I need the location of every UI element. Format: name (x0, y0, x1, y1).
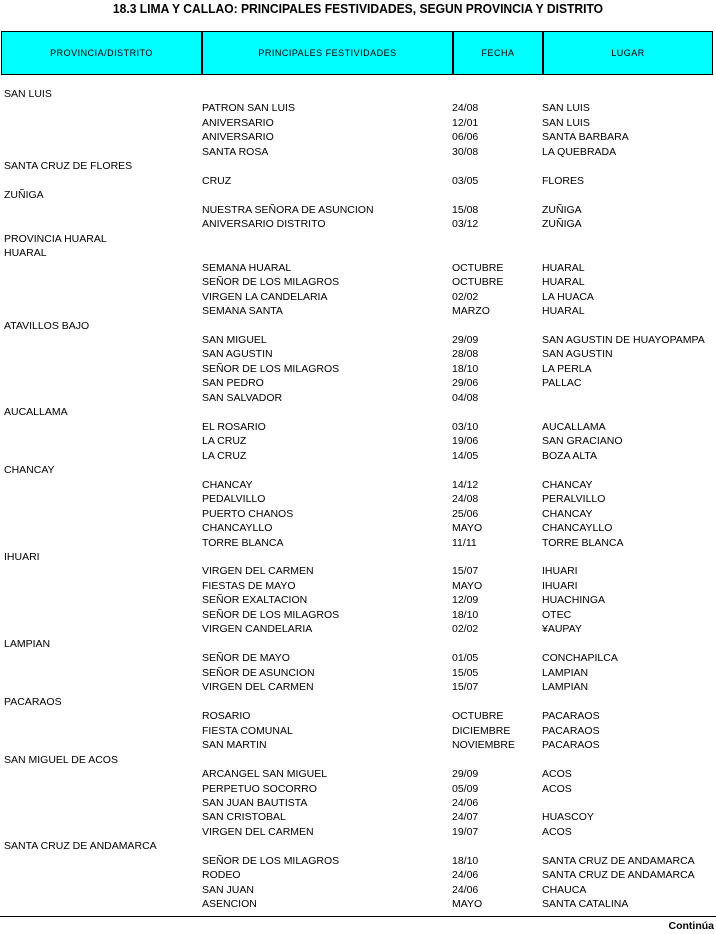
festivity-name: SEMANA SANTA (202, 305, 283, 318)
header-provincia-distrito: PROVINCIA/DISTRITO (50, 48, 153, 58)
festivity-name: PEDALVILLO (202, 493, 266, 506)
district-row (0, 87, 716, 101)
festivity-name: SAN SALVADOR (202, 391, 283, 404)
festivity-name: VIRGEN CANDELARIA (202, 623, 313, 636)
festivity-date: 18/10 (452, 854, 479, 867)
festivity-row (0, 362, 716, 376)
festivity-row (0, 666, 716, 680)
festivity-name: PUERTO CHANOS (202, 507, 294, 520)
festivity-name: PATRON SAN LUIS (202, 102, 295, 115)
festivity-row (0, 651, 716, 665)
festivity-row (0, 116, 716, 130)
festivity-place: ¥AUPAY (542, 623, 582, 636)
festivity-row (0, 101, 716, 115)
festivity-date: 18/10 (452, 608, 479, 621)
festivity-name: SAN JUAN BAUTISTA (202, 796, 308, 809)
festivity-place: ZUÑIGA (542, 203, 582, 216)
district-name: ATAVILLOS BAJO (4, 319, 90, 332)
district-name: SAN MIGUEL DE ACOS (4, 753, 118, 766)
festivity-date: 15/08 (452, 203, 479, 216)
festivity-name: ANIVERSARIO DISTRITO (202, 218, 326, 231)
festivity-date: MAYO (452, 898, 483, 911)
festivity-place: HUARAL (542, 305, 585, 318)
festivity-row (0, 564, 716, 578)
festivity-date: OCTUBRE (452, 710, 504, 723)
festivity-date: MAYO (452, 522, 483, 535)
festivity-place: IHUARI (542, 579, 578, 592)
festivity-place: LA HUACA (542, 290, 594, 303)
festivity-name: ASENCION (202, 898, 257, 911)
festivity-row (0, 130, 716, 144)
festivity-date: 11/11 (452, 536, 477, 549)
page-title: 18.3 LIMA Y CALLAO: PRINCIPALES FESTIVIDADES, SEGUN PROVINCIA Y DISTRITO (112, 1, 604, 16)
festivity-date: 03/05 (452, 174, 479, 187)
district-name: ZUÑIGA (4, 189, 44, 202)
festivity-row (0, 434, 716, 448)
festivity-date: 19/07 (452, 825, 479, 838)
festivity-date: 29/09 (452, 333, 479, 346)
festivity-date: 14/12 (452, 478, 479, 491)
festivity-place: IHUARI (542, 565, 578, 578)
festivity-date: 01/05 (452, 652, 479, 665)
festivity-date: 24/07 (452, 811, 479, 824)
festivity-row (0, 782, 716, 796)
festivity-place: PACARAOS (542, 724, 600, 737)
festivity-row (0, 521, 716, 535)
festivity-place: LA PERLA (542, 362, 592, 375)
district-row (0, 319, 716, 333)
festivity-date: DICIEMBRE (452, 724, 511, 737)
festivity-place: BOZA ALTA (542, 449, 598, 462)
festivity-name: SANTA ROSA (202, 145, 269, 158)
festivity-date: NOVIEMBRE (452, 739, 516, 752)
festivity-row (0, 304, 716, 318)
festivity-row (0, 478, 716, 492)
district-name: SANTA CRUZ DE ANDAMARCA (4, 840, 157, 853)
festivity-row (0, 897, 716, 911)
festivity-row (0, 883, 716, 897)
district-row (0, 463, 716, 477)
festivity-date: 24/06 (452, 796, 479, 809)
festivity-date: 15/07 (452, 565, 479, 578)
festivity-name: RODEO (202, 869, 241, 882)
festivity-place: SANTA CATALINA (542, 898, 629, 911)
district-row (0, 753, 716, 767)
festivity-name: CRUZ (202, 174, 232, 187)
festivity-place: PACARAOS (542, 739, 600, 752)
festivity-row (0, 622, 716, 636)
festivity-place: SAN AGUSTIN (542, 348, 613, 361)
festivity-name: SEÑOR DE MAYO (202, 652, 290, 665)
festivity-place: ACOS (542, 825, 572, 838)
festivity-row (0, 261, 716, 275)
festivity-date: OCTUBRE (452, 261, 504, 274)
festivity-row (0, 347, 716, 361)
festivity-date: 02/02 (452, 290, 479, 303)
festivity-date: 28/08 (452, 348, 479, 361)
festivity-row (0, 217, 716, 231)
festivity-date: 03/12 (452, 218, 479, 231)
district-name: IHUARI (4, 551, 40, 563)
table-header (1, 31, 713, 75)
festivity-date: OCTUBRE (452, 276, 504, 289)
festivity-name: VIRGEN DEL CARMEN (202, 565, 314, 578)
festivity-name: SEÑOR DE LOS MILAGROS (202, 608, 340, 621)
festivity-place: PALLAC (542, 377, 582, 390)
festivity-name: LA CRUZ (202, 435, 247, 448)
festivity-name: SAN PEDRO (202, 377, 264, 390)
district-row (0, 159, 716, 173)
festivity-row (0, 608, 716, 622)
district-name: PROVINCIA HUARAL (4, 232, 107, 245)
festivity-row (0, 825, 716, 839)
district-row (0, 246, 716, 260)
festivity-place: LAMPIAN (542, 681, 589, 694)
festivity-place: OTEC (542, 608, 572, 621)
festivity-place: LA QUEBRADA (542, 145, 617, 158)
festivity-place: CHANCAY (542, 478, 593, 491)
festivity-row (0, 492, 716, 506)
festivity-row (0, 290, 716, 304)
festivity-date: 24/08 (452, 493, 479, 506)
district-name: AUCALLAMA (4, 406, 68, 419)
festivity-place: SAN GRACIANO (542, 435, 623, 448)
district-name: PACARAOS (4, 695, 62, 708)
festivity-date: 18/10 (452, 362, 479, 375)
festivity-place: ACOS (542, 768, 572, 781)
festivity-name: NUESTRA SEÑORA DE ASUNCION (202, 203, 374, 216)
festivity-name: ARCANGEL SAN MIGUEL (202, 768, 328, 781)
festivity-row (0, 796, 716, 810)
festivity-row (0, 333, 716, 347)
festivity-name: SEÑOR DE LOS MILAGROS (202, 362, 340, 375)
header-fecha: FECHA (452, 32, 542, 74)
festivity-place: SAN AGUSTIN DE HUAYOPAMPA (542, 333, 705, 346)
district-name: CHANCAY (4, 464, 55, 477)
festivity-date: 02/02 (452, 623, 479, 636)
festivity-row (0, 536, 716, 550)
festivity-place: SANTA BARBARA (542, 131, 629, 144)
festivity-name: SAN MIGUEL (202, 333, 267, 346)
district-row (0, 839, 716, 853)
festivity-name: SAN MARTIN (202, 739, 267, 752)
festivity-place: SAN LUIS (542, 102, 590, 115)
festivity-date: 29/06 (452, 377, 479, 390)
festivity-name: EL ROSARIO (202, 420, 266, 433)
festivity-place: LAMPIAN (542, 666, 589, 679)
festivity-date: 30/08 (452, 145, 479, 158)
district-name: HUARAL (4, 247, 47, 260)
festivity-place: CHANCAYLLO (542, 522, 613, 535)
district-name: SANTA CRUZ DE FLORES (4, 160, 133, 173)
table-body (0, 87, 716, 912)
festivity-row (0, 145, 716, 159)
festivity-name: VIRGEN DEL CARMEN (202, 681, 314, 694)
district-row (0, 188, 716, 202)
festivity-name: LA CRUZ (202, 449, 247, 462)
festivity-row (0, 449, 716, 463)
festivity-place: TORRE BLANCA (542, 536, 624, 549)
festivity-date: MARZO (452, 305, 490, 318)
district-name: SAN LUIS (4, 88, 52, 100)
header-lugar: LUGAR (542, 32, 712, 74)
festivity-place: AUCALLAMA (542, 420, 606, 433)
district-name: LAMPIAN (4, 637, 51, 650)
district-row (0, 637, 716, 651)
festivity-row (0, 680, 716, 694)
festivity-row (0, 275, 716, 289)
festivity-row (0, 854, 716, 868)
festivity-name: SEÑOR DE LOS MILAGROS (202, 276, 340, 289)
festivity-date: 29/09 (452, 768, 479, 781)
festivity-date: 12/09 (452, 594, 479, 607)
festivity-row (0, 376, 716, 390)
festivity-place: ACOS (542, 782, 572, 795)
festivity-place: HUACHINGA (542, 594, 606, 607)
festivity-row (0, 579, 716, 593)
festivity-name: TORRE BLANCA (202, 536, 284, 549)
festivity-name: SEÑOR DE LOS MILAGROS (202, 854, 340, 867)
festivity-date: 03/10 (452, 420, 479, 433)
festivity-name: SEÑOR EXALTACION (202, 594, 308, 607)
festivity-name: CHANCAYLLO (202, 522, 273, 535)
festivity-date: 12/01 (452, 116, 479, 129)
festivity-date: 05/09 (452, 782, 479, 795)
festivity-date: 25/06 (452, 507, 479, 520)
festivity-place: SANTA CRUZ DE ANDAMARCA (542, 869, 695, 882)
festivity-date: 15/05 (452, 666, 479, 679)
festivity-name: SAN AGUSTIN (202, 348, 273, 361)
festivity-row (0, 593, 716, 607)
festivity-place: HUASCOY (542, 811, 594, 824)
festivity-name: ANIVERSARIO (202, 116, 274, 129)
header-principales-festividades: PRINCIPALES FESTIVIDADES (201, 32, 452, 74)
divider (0, 916, 716, 917)
festivity-name: SAN CRISTOBAL (202, 811, 286, 824)
festivity-row (0, 724, 716, 738)
festivity-place: CHAUCA (542, 883, 587, 896)
festivity-row (0, 507, 716, 521)
festivity-date: 24/06 (452, 883, 479, 896)
festivity-date: 15/07 (452, 681, 479, 694)
festivity-row (0, 810, 716, 824)
festivity-place: FLORES (542, 174, 585, 187)
festivity-name: SEÑOR DE ASUNCION (202, 666, 315, 679)
festivity-place: SANTA CRUZ DE ANDAMARCA (542, 854, 695, 867)
continua-label: Continúa (668, 920, 714, 932)
festivity-name: VIRGEN DEL CARMEN (202, 825, 314, 838)
festivity-row (0, 868, 716, 882)
festivity-date: 14/05 (452, 449, 479, 462)
festivity-place: CHANCAY (542, 507, 593, 520)
festivity-place: CONCHAPILCA (542, 652, 618, 665)
festivity-name: ANIVERSARIO (202, 131, 274, 144)
festivity-row (0, 420, 716, 434)
festivity-place: PACARAOS (542, 710, 600, 723)
festivity-name: FIESTA COMUNAL (202, 724, 293, 737)
festivity-date: 04/08 (452, 391, 479, 404)
festivity-row (0, 709, 716, 723)
festivity-name: CHANCAY (202, 478, 253, 491)
festivity-name: FIESTAS DE MAYO (202, 579, 296, 592)
festivity-place: ZUÑIGA (542, 218, 582, 231)
festivity-row (0, 391, 716, 405)
festivity-row (0, 203, 716, 217)
festivity-name: SAN JUAN (202, 883, 254, 896)
district-row (0, 405, 716, 419)
festivity-date: 24/06 (452, 869, 479, 882)
festivity-row (0, 738, 716, 752)
district-row (0, 550, 716, 564)
district-row (0, 232, 716, 246)
festivity-place: PERALVILLO (542, 493, 606, 506)
festivity-place: HUARAL (542, 276, 585, 289)
district-row (0, 695, 716, 709)
festivity-place: HUARAL (542, 261, 585, 274)
festivity-name: PERPETUO SOCORRO (202, 782, 317, 795)
festivity-row (0, 767, 716, 781)
festivity-date: 06/06 (452, 131, 479, 144)
festivity-date: 19/06 (452, 435, 479, 448)
festivity-name: ROSARIO (202, 710, 251, 723)
festivity-date: MAYO (452, 579, 483, 592)
festivity-row (0, 174, 716, 188)
festivity-date: 24/08 (452, 102, 479, 115)
festivity-name: SEMANA HUARAL (202, 261, 292, 274)
festivity-place: SAN LUIS (542, 116, 590, 129)
festivity-name: VIRGEN LA CANDELARIA (202, 290, 328, 303)
